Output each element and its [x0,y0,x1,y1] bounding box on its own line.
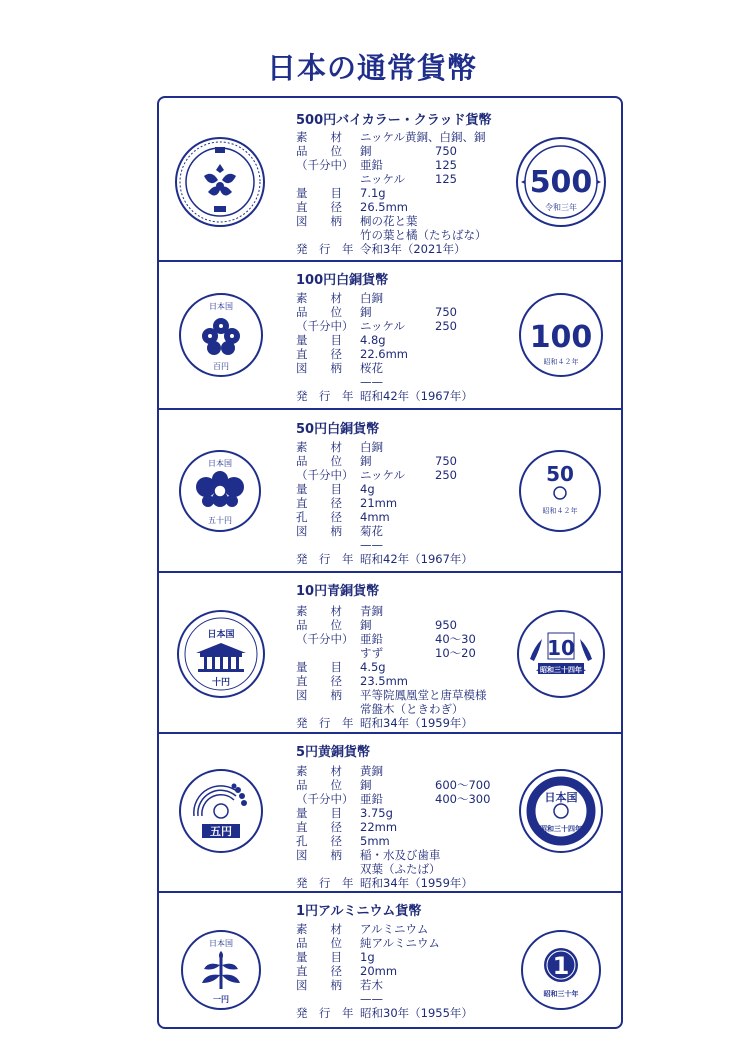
coin-5-country: 日本国 [544,791,578,804]
spec-amount: 10〜20 [435,646,476,660]
spec-value: —— [360,375,383,389]
spec-value: —— [360,992,383,1006]
spec-value: 20mm [360,964,398,978]
coin-title-500: 500円バイカラー・クラッド貨幣 [296,113,492,128]
spec-amount [435,922,515,936]
spec-value: 21mm [360,496,398,510]
spec-amount [435,361,515,375]
spec-label: （千分中） [296,792,354,806]
coin-title-1: 1円アルミニウム貨幣 [296,904,422,919]
spec-amount [435,688,515,702]
spec-label: 直 径 [296,496,342,510]
spec-label: 発 行 年 [296,716,354,730]
coin-10-country: 日本国 [207,630,235,640]
spec-label [296,375,360,389]
spec-amount [435,130,515,144]
spec-label: 量 目 [296,660,342,674]
spec-value: 菊花 [360,524,383,538]
spec-row [296,618,515,632]
spec-amount [435,242,515,256]
spec-label: 量 目 [296,806,342,820]
spec-row [296,660,515,674]
spec-value: 4.5g [360,660,386,674]
spec-label: 量 目 [296,482,342,496]
spec-value: 桐の花と葉 [360,214,418,228]
coin-1-unit: 一円 [213,995,229,1004]
spec-row [296,834,515,848]
spec-label: 発 行 年 [296,1006,354,1020]
spec-row [296,716,515,730]
spec-value: —— [360,538,383,552]
spec-value: 桜花 [360,361,383,375]
spec-label [296,228,360,242]
spec-amount [435,964,515,978]
spec-label: 発 行 年 [296,242,354,256]
spec-label [296,172,360,186]
coin-50-year: 昭和４２年 [542,507,578,515]
spec-value: 平等院鳳凰堂と唐草模様 [360,688,487,702]
spec-amount [435,482,515,496]
spec-label: 直 径 [296,674,342,688]
spec-amount [435,228,515,242]
spec-label: 品 位 [296,144,342,158]
spec-value: 亜鉛 [360,792,383,806]
spec-label: 品 位 [296,305,342,319]
spec-label: 素 材 [296,922,342,936]
coin-100-country: 日本国 [209,302,233,311]
spec-label: 図 柄 [296,978,342,992]
spec-value: ニッケル [360,319,405,333]
section-divider [157,260,623,262]
spec-row [296,538,515,552]
spec-value: 常盤木（ときわぎ） [360,702,464,716]
spec-row [296,228,515,242]
spec-row [296,305,515,319]
spec-label: 直 径 [296,347,342,361]
spec-amount: 125 [435,172,457,186]
spec-row [296,214,515,228]
spec-value: 双葉（ふたば） [360,862,441,876]
spec-list-500 [296,130,515,256]
spec-value: 22.6mm [360,347,409,361]
spec-amount: 750 [435,144,457,158]
spec-value: 銅 [360,305,372,319]
spec-label: 品 位 [296,618,342,632]
spec-value: アルミニウム [360,922,429,936]
spec-value: 昭和34年（1959年） [360,716,473,730]
spec-amount [435,604,515,618]
spec-label: （千分中） [296,468,354,482]
spec-row [296,964,515,978]
spec-row [296,389,515,403]
spec-list-1 [296,922,515,1020]
spec-label: 直 径 [296,200,342,214]
spec-label: 量 目 [296,950,342,964]
spec-row [296,792,515,806]
spec-value: 3.75g [360,806,393,820]
spec-amount [435,375,515,389]
spec-value: 昭和30年（1955年） [360,1006,473,1020]
spec-label: 直 径 [296,964,342,978]
spec-value: 昭和42年（1967年） [360,389,473,403]
spec-row [296,1006,515,1020]
spec-value: 白銅 [360,440,383,454]
spec-row [296,552,515,566]
spec-row [296,242,515,256]
spec-row [296,688,515,702]
spec-row [296,319,515,333]
spec-amount [435,186,515,200]
spec-row [296,347,515,361]
coin-10-obverse [176,609,266,699]
spec-row [296,440,515,454]
spec-row [296,454,515,468]
spec-row [296,482,515,496]
spec-value: 4.8g [360,333,386,347]
coin-1-year: 昭和三十年 [543,990,579,998]
spec-row [296,510,515,524]
coin-50-obverse [178,449,262,533]
spec-label: 品 位 [296,454,342,468]
spec-value: 純アルミニウム [360,936,440,950]
spec-row [296,778,515,792]
spec-amount [435,333,515,347]
spec-value: 1g [360,950,375,964]
spec-list-50 [296,440,515,566]
spec-value: ニッケル [360,172,405,186]
spec-label: 素 材 [296,604,342,618]
spec-amount: 400〜300 [435,792,491,806]
coin-5-reverse [518,768,604,854]
spec-row [296,646,515,660]
spec-amount [435,876,515,890]
spec-value: 亜鉛 [360,632,383,646]
spec-row [296,632,515,646]
coin-10-unit: 十円 [211,678,231,688]
spec-amount [435,848,515,862]
spec-amount [435,806,515,820]
coin-title-5: 5円黄銅貨幣 [296,745,371,760]
spec-amount: 250 [435,319,457,333]
spec-amount: 125 [435,158,457,172]
spec-amount [435,214,515,228]
spec-amount [435,992,515,1006]
coin-5-year: 昭和三十四年 [540,825,582,833]
spec-amount [435,389,515,403]
spec-label [296,862,360,876]
coin-50-denomination: 50 [546,462,574,486]
spec-value: 4mm [360,510,390,524]
spec-amount: 750 [435,305,457,319]
spec-amount [435,716,515,730]
spec-row [296,130,515,144]
spec-value: すず [360,646,384,660]
spec-label: 素 材 [296,130,342,144]
spec-label: 素 材 [296,440,342,454]
spec-value: 若木 [360,978,383,992]
coin-10-reverse [516,609,606,699]
coin-title-50: 50円白銅貨幣 [296,422,380,437]
coin-500-reverse [515,136,607,228]
coin-1-denomination: 1 [552,952,570,980]
coin-1-country: 日本国 [209,939,233,948]
spec-list-100 [296,291,515,403]
coin-1-reverse [520,929,602,1011]
coin-100-year: 昭和４２年 [543,358,579,366]
spec-value: 昭和34年（1959年） [360,876,473,890]
spec-value: 4g [360,482,375,496]
spec-amount: 750 [435,454,457,468]
spec-amount [435,496,515,510]
spec-value: 22mm [360,820,398,834]
spec-amount [435,440,515,454]
spec-row [296,702,515,716]
spec-value: 5mm [360,834,390,848]
spec-value: 黄銅 [360,764,383,778]
spec-row [296,992,515,1006]
spec-value: 亜鉛 [360,158,383,172]
spec-label [296,702,360,716]
coin-50-unit: 五十円 [208,516,232,525]
spec-label: 直 径 [296,820,342,834]
spec-row [296,468,515,482]
coin-5-obverse [178,768,264,854]
spec-row [296,524,515,538]
spec-label [296,538,360,552]
spec-label: （千分中） [296,158,354,172]
spec-row [296,820,515,834]
coin-1-obverse [180,929,262,1011]
spec-amount [435,660,515,674]
spec-list-5 [296,764,515,890]
coin-100-reverse [518,292,604,378]
spec-row [296,200,515,214]
spec-label: 図 柄 [296,361,342,375]
spec-amount [435,538,515,552]
coin-500-year: 令和三年 [545,203,577,212]
spec-label: 品 位 [296,778,342,792]
spec-amount [435,936,515,950]
coin-100-unit: 百円 [213,362,229,371]
spec-label: 量 目 [296,333,342,347]
spec-label: 図 柄 [296,524,342,538]
spec-row [296,496,515,510]
spec-label: 品 位 [296,936,342,950]
spec-amount [435,978,515,992]
spec-value: 7.1g [360,186,386,200]
spec-value: 銅 [360,778,372,792]
spec-amount [435,674,515,688]
spec-row [296,848,515,862]
spec-row [296,978,515,992]
spec-amount [435,1006,515,1020]
spec-row [296,764,515,778]
spec-label [296,992,360,1006]
coin-100-obverse [178,292,264,378]
spec-amount [435,862,515,876]
coin-500-obverse [174,136,266,228]
spec-label: 孔 径 [296,510,342,524]
coin-500-denomination: 500 [529,165,593,200]
spec-amount [435,200,515,214]
spec-value: 青銅 [360,604,383,618]
spec-amount [435,347,515,361]
spec-row [296,604,515,618]
spec-amount [435,950,515,964]
spec-row [296,361,515,375]
coin-title-100: 100円白銅貨幣 [296,273,389,288]
spec-value: ニッケル黄銅、白銅、銅 [360,130,486,144]
section-divider [157,408,623,410]
spec-row [296,158,515,172]
spec-value: 白銅 [360,291,383,305]
spec-row [296,186,515,200]
coin-100-denomination: 100 [529,320,593,355]
coin-5-unit: 五円 [210,825,232,838]
spec-label: 発 行 年 [296,552,354,566]
spec-row [296,922,515,936]
spec-label: 発 行 年 [296,389,354,403]
spec-value: 銅 [360,144,372,158]
spec-row [296,862,515,876]
spec-amount [435,834,515,848]
spec-row [296,333,515,347]
spec-row [296,936,515,950]
spec-value: 銅 [360,454,372,468]
spec-amount: 250 [435,468,457,482]
spec-amount [435,764,515,778]
spec-label: 孔 径 [296,834,342,848]
section-divider [157,732,623,734]
spec-row [296,291,515,305]
spec-row [296,375,515,389]
spec-row [296,172,515,186]
spec-list-10 [296,604,515,730]
spec-label: 素 材 [296,764,342,778]
spec-label: （千分中） [296,319,354,333]
spec-row [296,806,515,820]
spec-amount [435,552,515,566]
spec-label [296,646,360,660]
spec-amount: 600〜700 [435,778,491,792]
spec-amount [435,702,515,716]
spec-label: 図 柄 [296,214,342,228]
spec-row [296,876,515,890]
spec-value: ニッケル [360,468,405,482]
spec-amount [435,524,515,538]
spec-value: 23.5mm [360,674,409,688]
spec-label: 量 目 [296,186,342,200]
coin-10-year: 昭和三十四年 [540,666,582,674]
spec-value: 竹の葉と橘（たちばな） [360,228,487,242]
spec-label: 素 材 [296,291,342,305]
spec-label: （千分中） [296,632,354,646]
spec-label: 図 柄 [296,688,342,702]
spec-amount [435,510,515,524]
coin-50-reverse [518,449,602,533]
spec-value: 稲・水及び歯車 [360,848,441,862]
spec-row [296,950,515,964]
spec-value: 26.5mm [360,200,409,214]
spec-amount [435,291,515,305]
spec-amount: 40〜30 [435,632,476,646]
spec-label: 発 行 年 [296,876,354,890]
coin-50-country: 日本国 [208,459,232,468]
coin-10-denomination: 10 [547,636,575,660]
spec-value: 令和3年（2021年） [360,242,466,256]
spec-value: 昭和42年（1967年） [360,552,473,566]
spec-row [296,144,515,158]
spec-label: 図 柄 [296,848,342,862]
page-title: 日本の通常貨幣 [266,51,477,85]
spec-value: 銅 [360,618,372,632]
section-divider [157,891,623,893]
coin-title-10: 10円青銅貨幣 [296,584,380,599]
spec-amount [435,820,515,834]
spec-amount: 950 [435,618,457,632]
spec-row [296,674,515,688]
section-divider [157,571,623,573]
